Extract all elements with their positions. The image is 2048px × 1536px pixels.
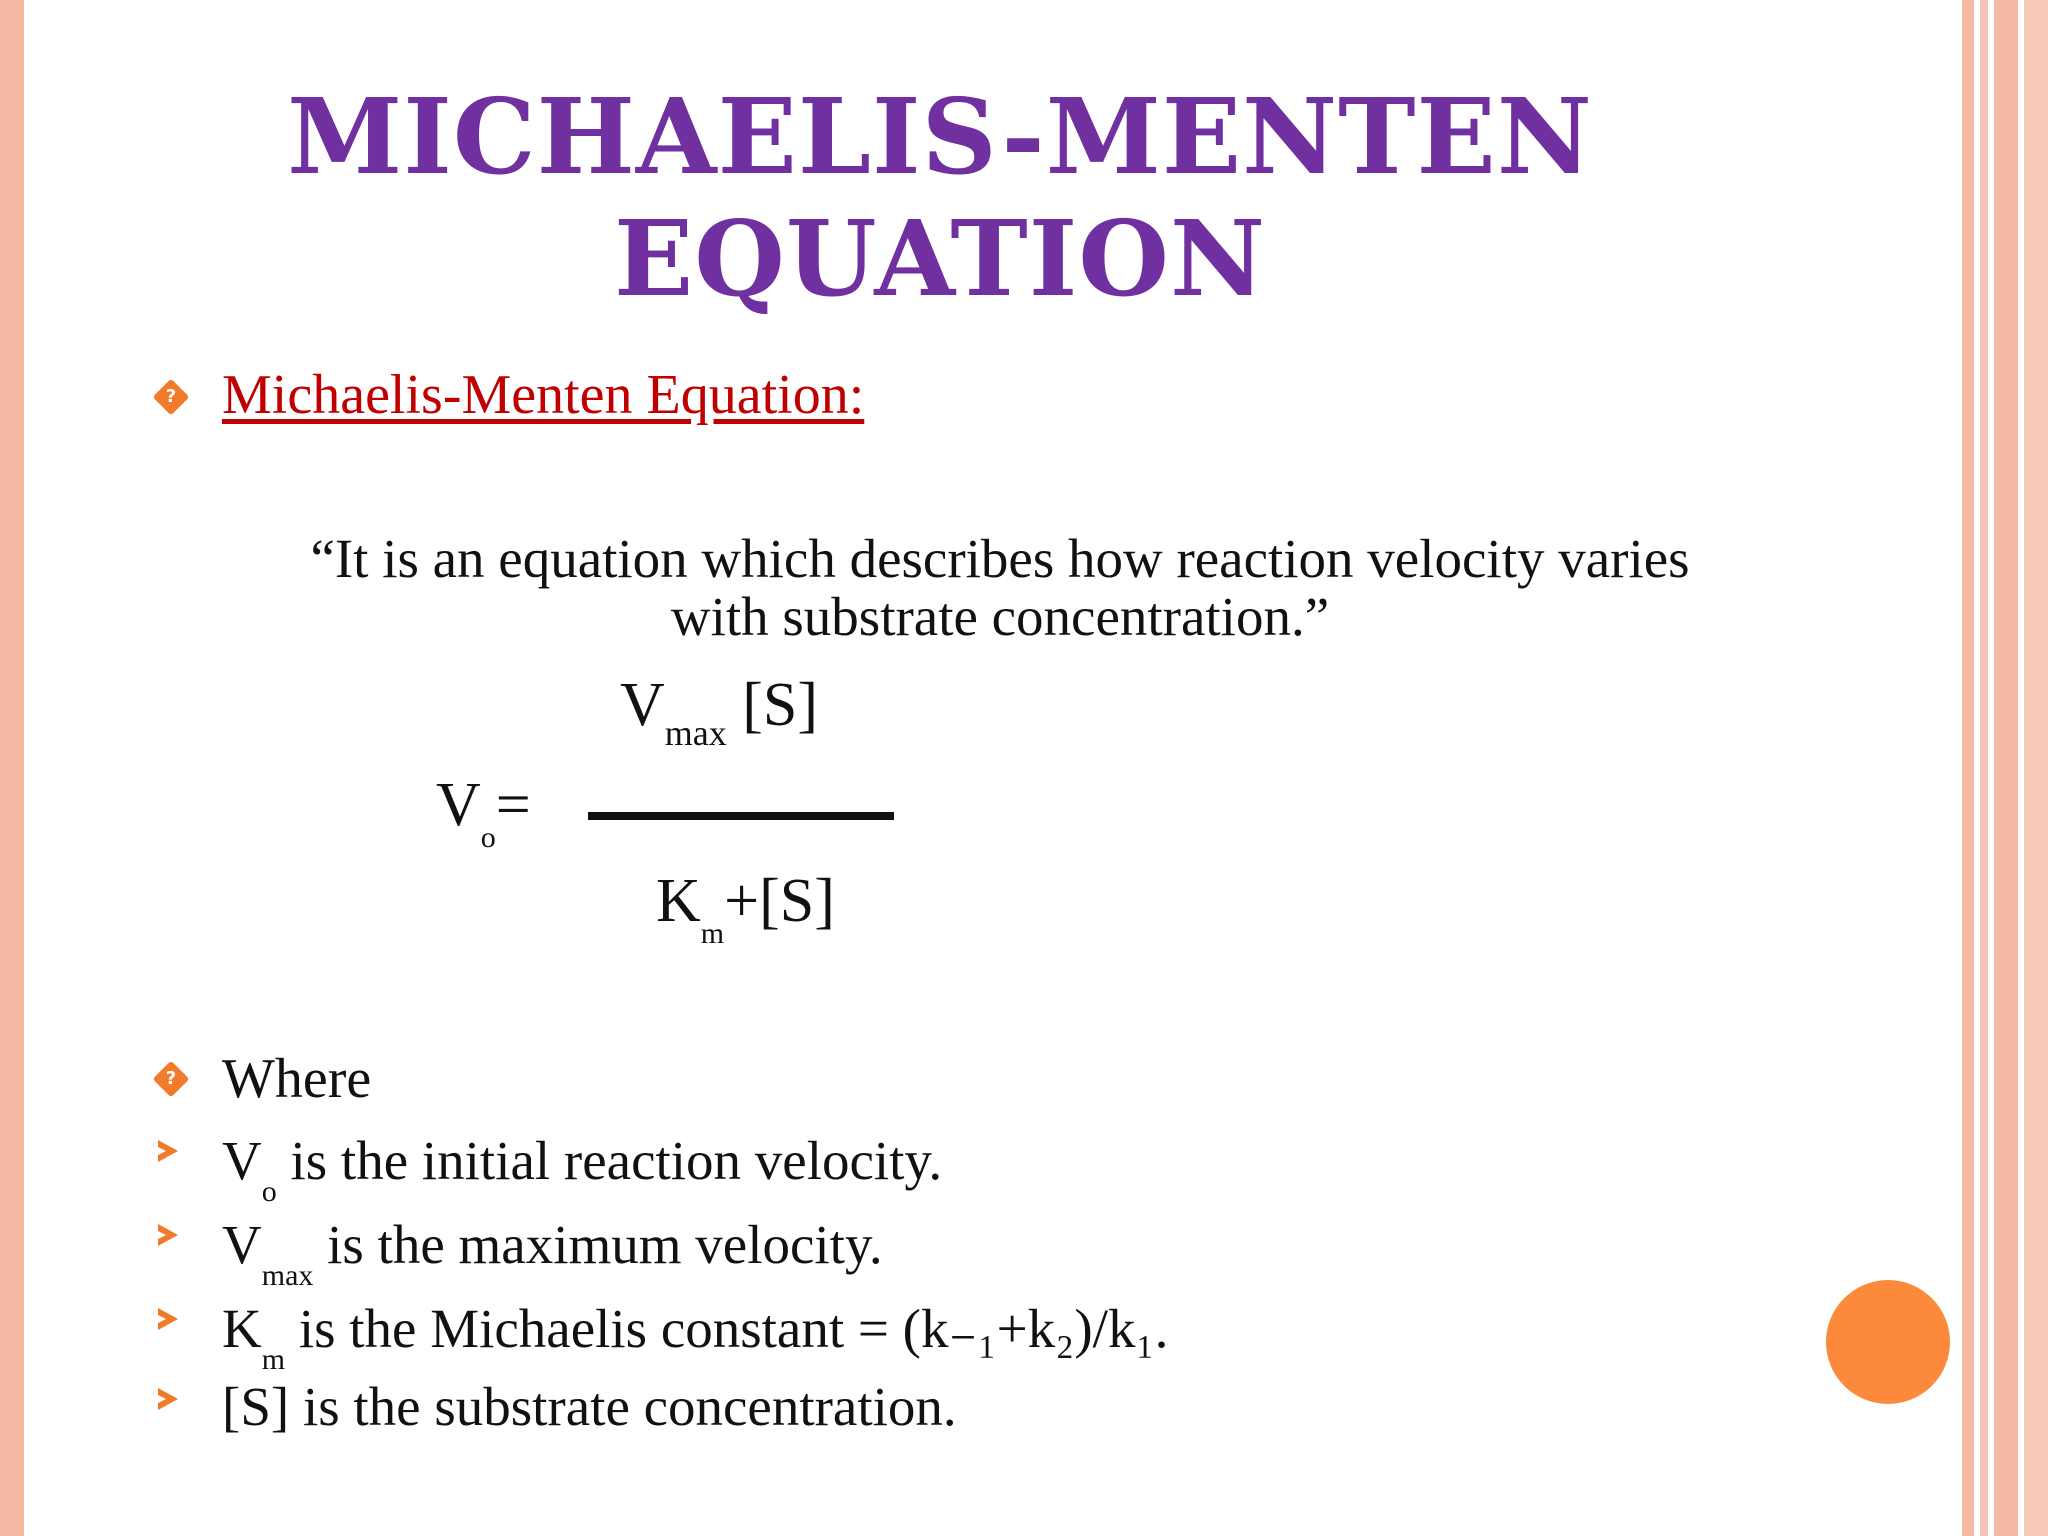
lhs-symbol: V — [436, 771, 481, 839]
definition-quote — [150, 530, 1850, 646]
equation-numerator — [620, 670, 819, 753]
right-border-stripe — [1994, 0, 2018, 1536]
arrow-bullet-icon — [158, 1388, 178, 1410]
arrow-bullet-icon — [158, 1140, 178, 1162]
definition-item — [222, 1126, 943, 1208]
orange-circle — [1826, 1280, 1950, 1404]
definition-line-2: with substrate concentration.” — [670, 586, 1330, 647]
arrow-bullet-icon — [158, 1308, 178, 1330]
title-line-2: EQUATION — [613, 197, 1267, 320]
lhs-subscript: o — [480, 821, 496, 854]
numerator-rest: [S] — [726, 671, 819, 739]
definition-symbol: V — [222, 1214, 262, 1275]
definition-subscript: max — [261, 1259, 314, 1292]
arrow-bullet-icon — [158, 1224, 178, 1246]
definition-text: is the maximum velocity. — [313, 1214, 883, 1275]
diamond-bullet-icon — [153, 379, 190, 416]
right-border-stripe — [1962, 0, 1974, 1536]
definition-subscript: o — [261, 1175, 277, 1208]
left-border-stripe — [0, 0, 24, 1536]
definition-text: is the Michaelis constant = (k₋₁+k₂)/k₁. — [285, 1298, 1169, 1359]
numerator-symbol: V — [620, 671, 665, 739]
slide-title — [280, 76, 1600, 320]
definition-item — [222, 1294, 1169, 1376]
denominator-subscript: m — [700, 917, 725, 950]
definition-symbol: V — [222, 1130, 262, 1191]
definition-text: is the initial reaction velocity. — [276, 1130, 943, 1191]
diamond-bullet-icon — [153, 1061, 190, 1098]
title-line-1: MICHAELIS-MENTEN — [287, 75, 1593, 198]
equation-denominator — [656, 866, 835, 950]
definition-item — [222, 1372, 957, 1442]
definition-item — [222, 1210, 883, 1292]
numerator-subscript: max — [664, 713, 727, 753]
where-label: Where — [222, 1048, 372, 1110]
section-heading: Michaelis-Menten Equation: — [222, 364, 865, 426]
denominator-symbol: K — [656, 867, 701, 935]
fraction-bar — [588, 812, 894, 820]
definition-subscript: m — [261, 1343, 286, 1376]
definition-symbol: K — [222, 1298, 262, 1359]
equation-lhs — [436, 770, 531, 854]
definition-line-1: “It is an equation which describes how reaction velocity varies — [310, 528, 1690, 589]
denominator-rest: +[S] — [724, 867, 835, 935]
right-border-stripe — [1980, 0, 1988, 1536]
definition-text: [S] is the substrate concentration. — [222, 1376, 957, 1437]
right-border-stripe — [2024, 0, 2048, 1536]
equals-sign: = — [495, 771, 531, 839]
